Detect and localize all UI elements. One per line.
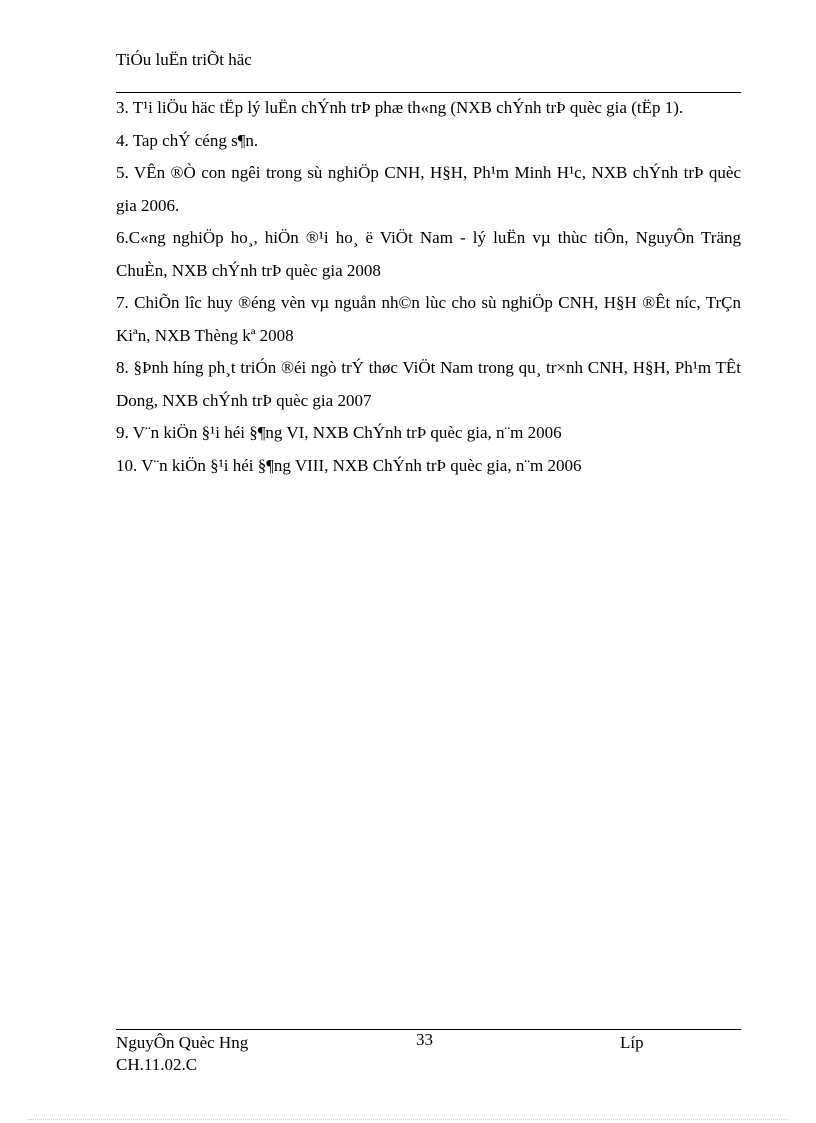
reference-item-5: 5. VÊn ®Ò con ngêi trong sù nghiÖp CNH, H§H, Ph¹m Minh H¹c, NXB chÝnh trÞ quèc gia 2006. — [116, 163, 741, 215]
reference-item-3: 3. T¹i liÖu häc tËp lý luËn chÝnh trÞ phæ th«ng (NXB chÝnh trÞ quèc gia (tËp 1). — [116, 98, 684, 117]
header-title: TiÓu luËn triÕt häc — [116, 50, 252, 69]
footer-class-code: CH.11.02.C — [116, 1055, 198, 1074]
footer-author: NguyÔn Quèc Hng — [116, 1033, 249, 1052]
reference-list — [116, 92, 741, 482]
page-number: 33 — [416, 1030, 433, 1049]
reference-item-9: 9. V¨n kiÖn §¹i héi §¶ng VI, NXB ChÝnh trÞ quèc gia, n¨m 2006 — [116, 423, 562, 442]
reference-item-10: 10. V¨n kiÖn §¹i héi §¶ng VIII, NXB ChÝnh trÞ quèc gia, n¨m 2006 — [116, 455, 582, 475]
reference-item-6: 6.C«ng nghiÖp ho¸, hiÖn ®¹i ho¸ ë ViÖt Nam - lý luËn vµ thùc tiÔn, NguyÔn Träng ChuÈn, NXB chÝnh trÞ quèc gia 2008 — [116, 228, 741, 280]
page-bottom-edge — [28, 1119, 788, 1120]
footer-class-label: Líp — [620, 1033, 644, 1052]
reference-item-4: 4. Tap chÝ céng s¶n. — [116, 130, 259, 150]
reference-item-8: 8. §Þnh híng ph¸t triÓn ®éi ngò trÝ thøc ViÖt Nam trong qu¸ tr×nh CNH, H§H, Ph¹m TÊt Dong, NXB chÝnh trÞ quèc gia 2007 — [116, 358, 741, 410]
reference-item-7: 7. ChiÕn lîc huy ®éng vèn vµ nguån nh©n lùc cho sù nghiÖp CNH, H§H ®Êt níc, TrÇn Kiªn, NXB Thèng kª 2008 — [116, 293, 741, 345]
